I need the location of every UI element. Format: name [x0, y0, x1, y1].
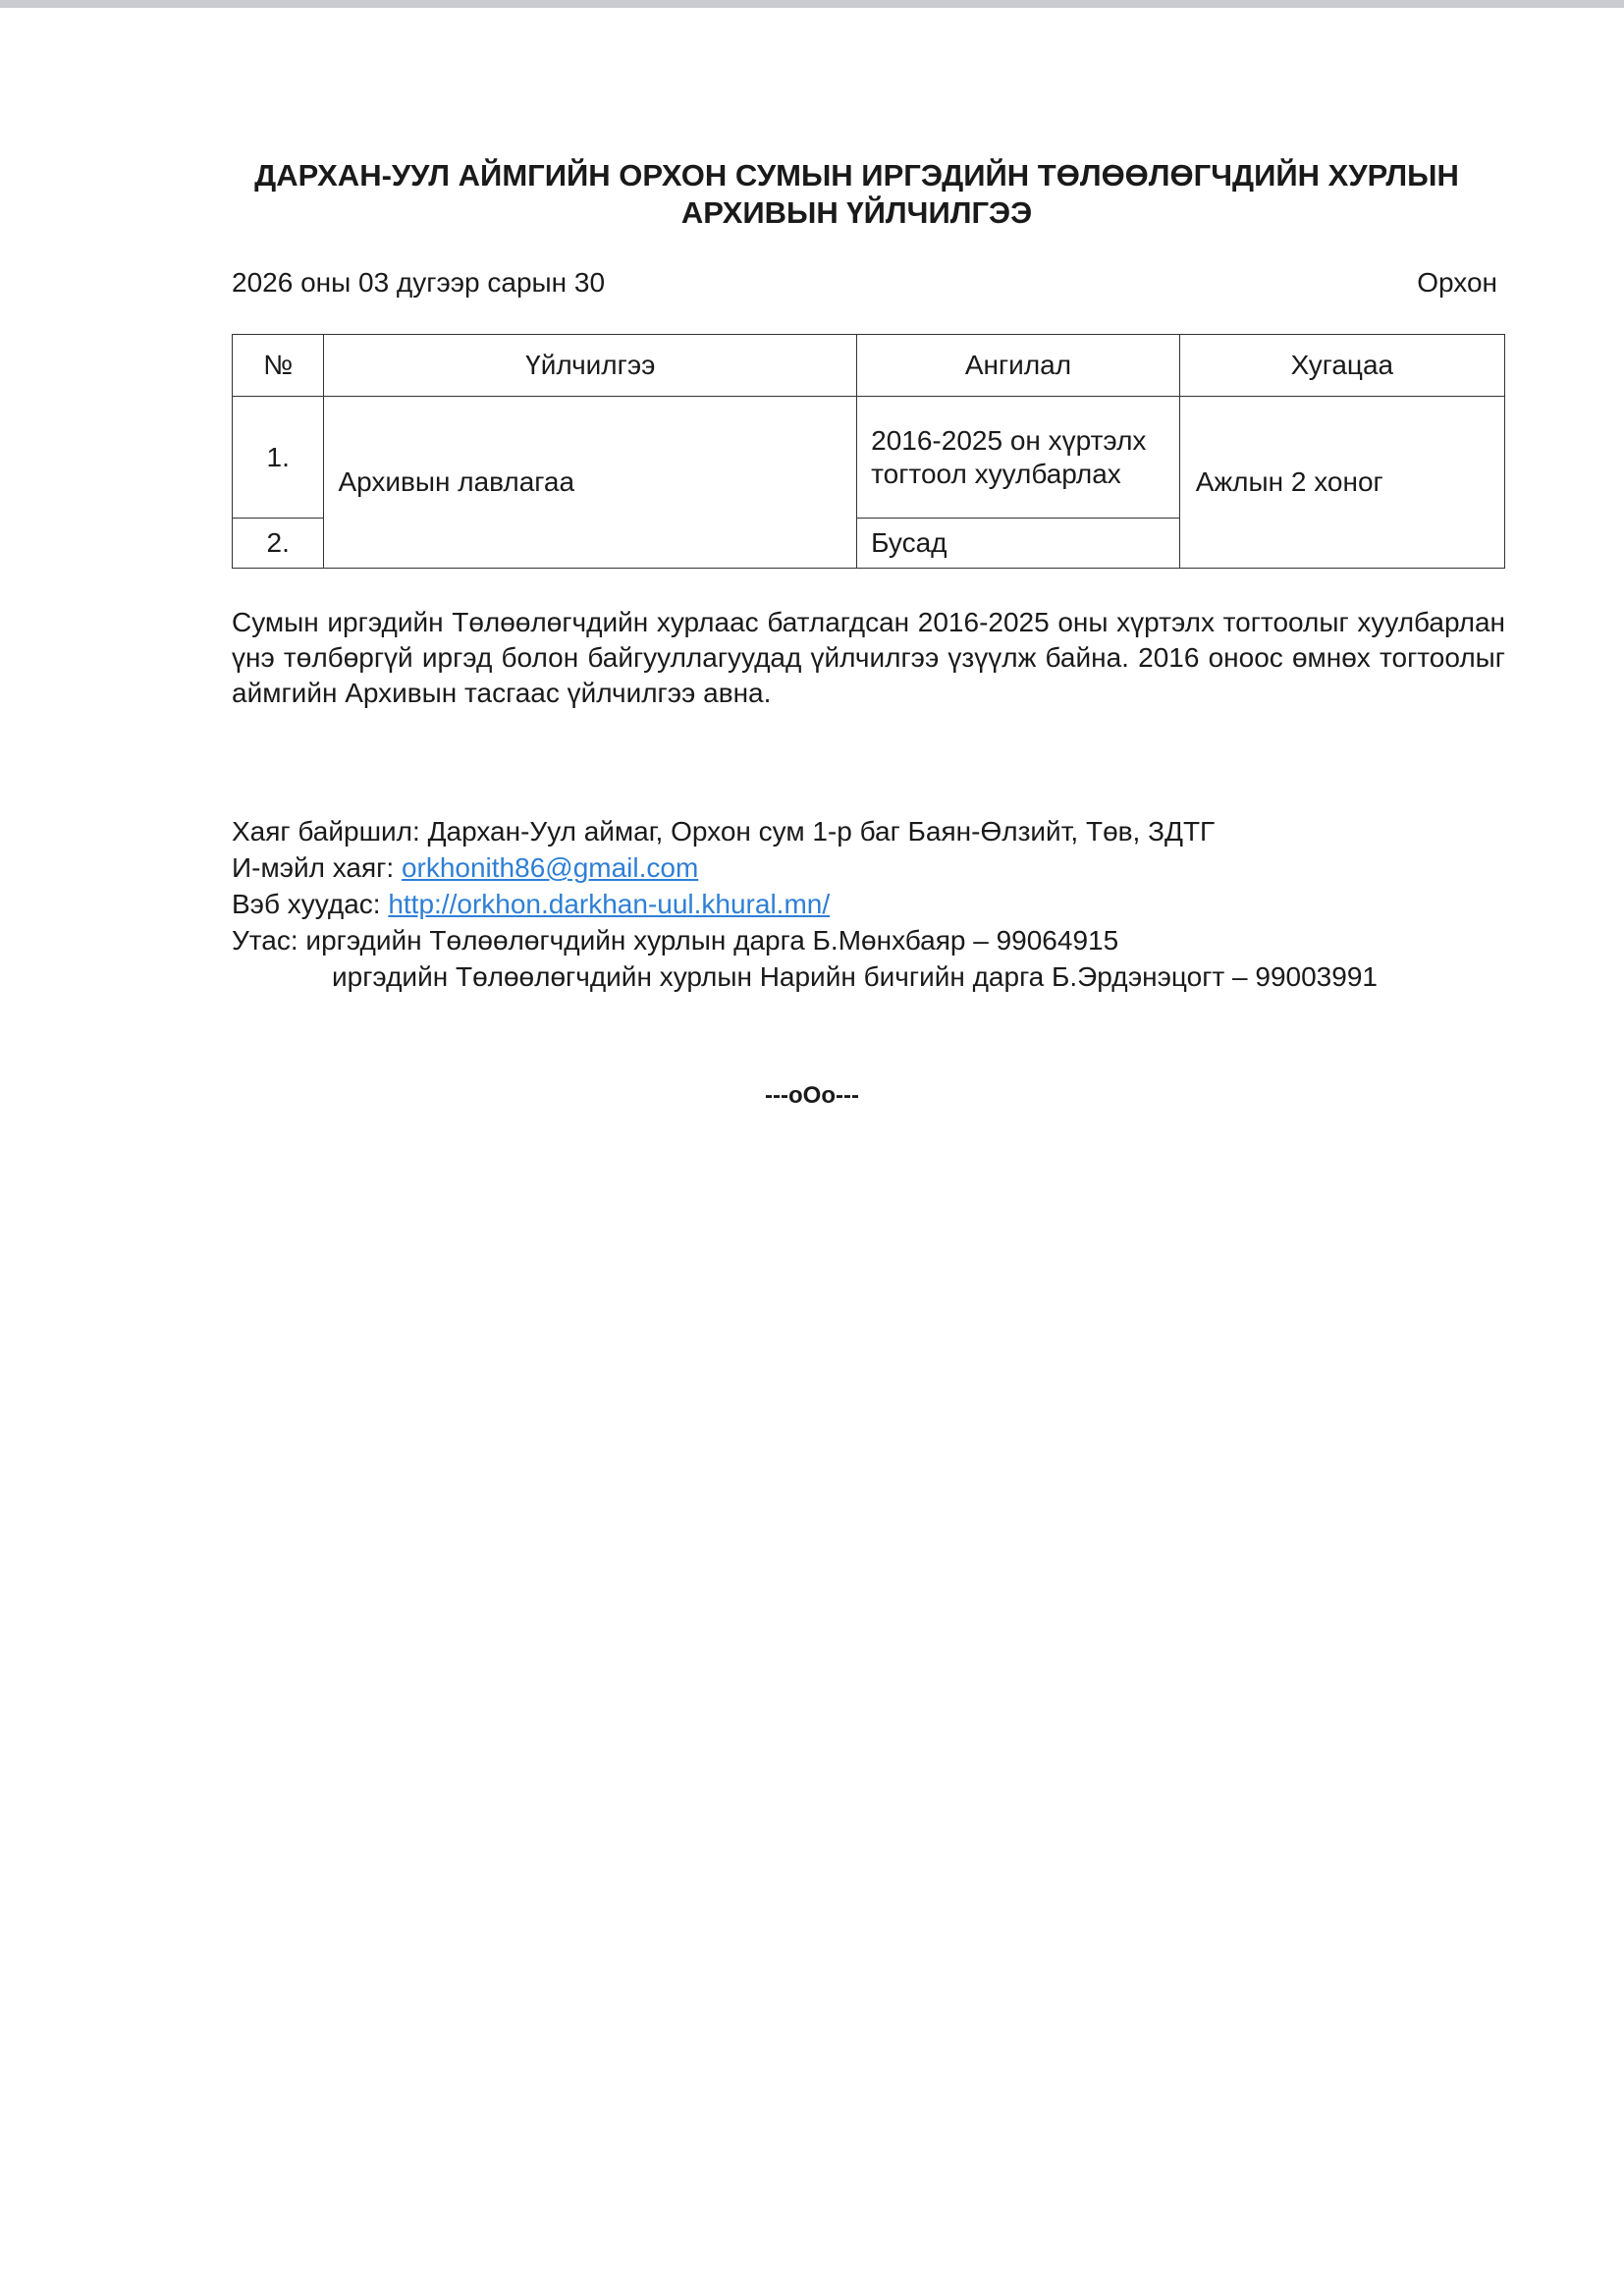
table-header-row — [233, 335, 1505, 397]
title-line-1: ДАРХАН-УУЛ АЙМГИЙН ОРХОН СУМЫН ИРГЭДИЙН ТӨЛӨӨЛӨГЧДИЙН ХУРЛЫН — [254, 158, 1459, 192]
phone-line-2: иргэдийн Төлөөлөгчдийн хурлын Нарийн бичгийн дарга Б.Эрдэнэцогт – 99003991 — [332, 961, 1378, 992]
document-place: Орхон — [1417, 267, 1497, 298]
title-line-2: АРХИВЫН ҮЙЛЧИЛГЭЭ — [680, 195, 1033, 230]
row-category: Бусад — [857, 519, 1180, 569]
row-no: 2. — [233, 519, 324, 569]
phone-line-1: Утас: иргэдийн Төлөөлөгчдийн хурлын дарга Б.Мөнхбаяр – 99064915 — [232, 925, 1119, 956]
header-term: Хугацаа — [1179, 335, 1504, 397]
services-table — [232, 334, 1505, 569]
email-link[interactable]: orkhonith86@gmail.com — [401, 852, 699, 883]
description-paragraph: Сумын иргэдийн Төлөөлөгчдийн хурлаас батлагдсан 2016-2025 оны хүртэлх тогтоолыг хуулбарлан үнэ төлбөргүй иргэд болон байгууллагуудад үйлчилгээ үзүүлж байна. 2016 оноос өмнөх тогтоолыг аймгийн Архивын тасгаас үйлчилгээ авна. — [232, 607, 1505, 708]
row-service: Архивын лавлагаа — [324, 397, 857, 569]
end-mark: ---oOo--- — [765, 1082, 859, 1109]
email-line — [232, 849, 1378, 886]
web-label: Вэб хуудас: — [232, 889, 389, 919]
document-date: 2026 оны 03 дугээр сарын 30 — [232, 267, 606, 298]
scan-edge — [0, 0, 1624, 8]
email-label: И-мэйл хаяг: — [232, 852, 402, 883]
row-term: Ажлын 2 хоног — [1179, 397, 1504, 569]
header-service: Үйлчилгээ — [324, 335, 857, 397]
table-row — [233, 397, 1505, 519]
contact-block — [232, 813, 1378, 995]
web-line — [232, 886, 1378, 922]
address-line: Хаяг байршил: Дархан-Уул аймаг, Орхон сум 1-р баг Баян-Өлзийт, Төв, ЗДТГ — [232, 816, 1216, 847]
page-title — [226, 157, 1488, 232]
header-no: № — [233, 335, 324, 397]
row-category: 2016-2025 он хүртэлх тогтоол хуулбарлах — [857, 397, 1180, 519]
row-no: 1. — [233, 397, 324, 519]
header-category: Ангилал — [857, 335, 1180, 397]
web-link[interactable]: http://orkhon.darkhan-uul.khural.mn/ — [388, 889, 831, 919]
